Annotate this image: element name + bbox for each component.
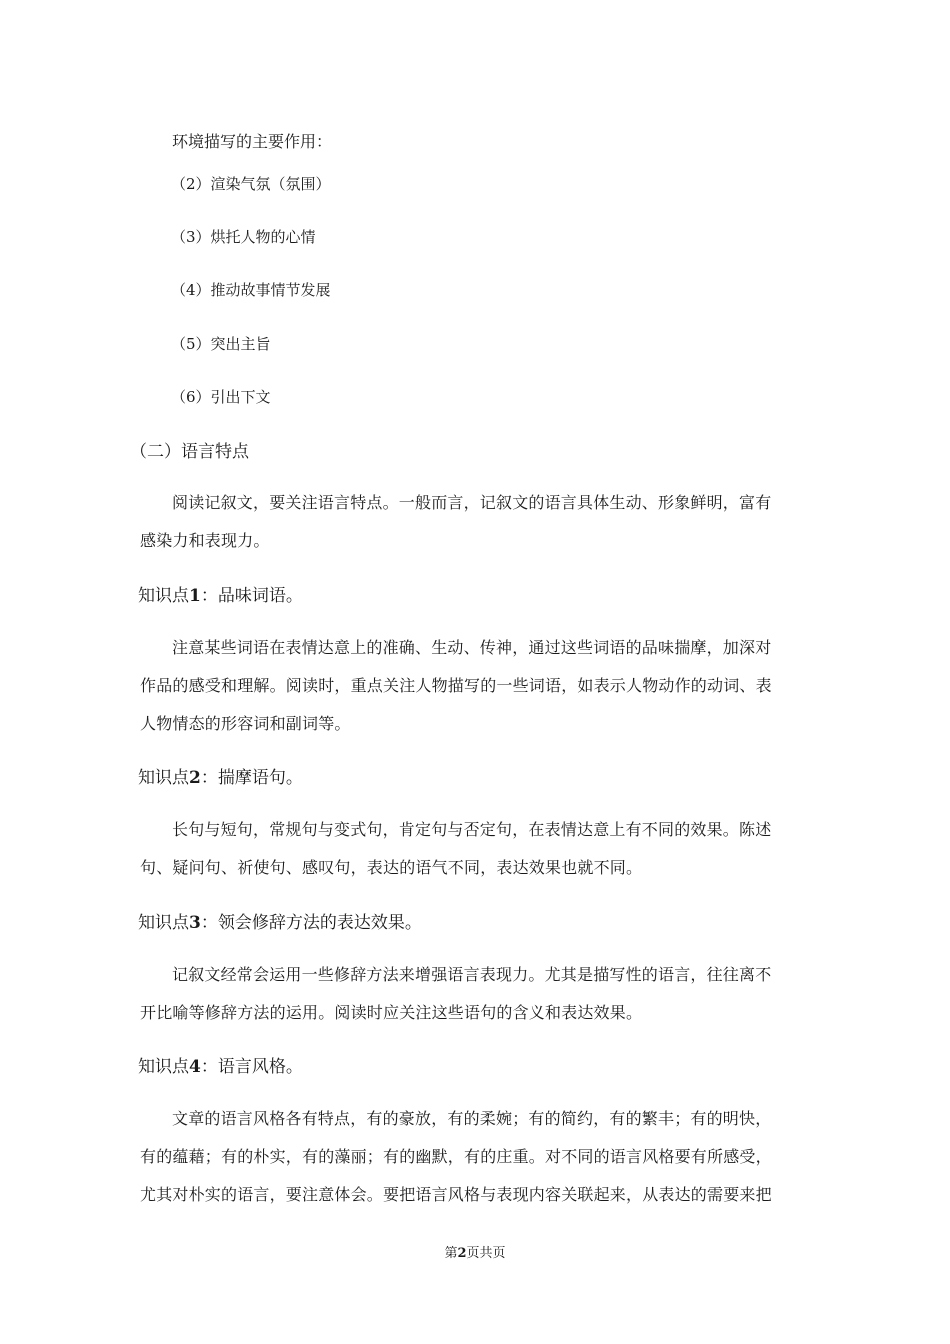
env-item-6: （6）引出下文 <box>171 388 271 406</box>
kp1-para-line-2: 作品的感受和理解。阅读时，重点关注人物描写的一些词语，如表示人物动作的动词、表 <box>140 676 772 695</box>
knowledge-point-3-heading <box>138 913 422 933</box>
kp3-para-line-2: 开比喻等修辞方法的运用。阅读时应关注这些语句的含义和表达效果。 <box>140 1003 643 1022</box>
knowledge-prefix: 知识点 <box>138 1057 189 1077</box>
kp1-para-line-3: 人物情态的形容词和副词等。 <box>140 714 351 733</box>
footer-suffix: 页共页 <box>466 1246 506 1261</box>
intro-para-line-2: 感染力和表现力。 <box>140 531 270 550</box>
kp4-para-line-1: 文章的语言风格各有特点，有的豪放，有的柔婉；有的简约，有的繁丰；有的明快， <box>172 1109 772 1128</box>
knowledge-title: ：语言风格。 <box>200 1057 303 1077</box>
section-heading: （二）语言特点 <box>130 442 249 462</box>
env-item-5: （5）突出主旨 <box>171 335 271 353</box>
knowledge-prefix: 知识点 <box>138 913 189 933</box>
knowledge-point-1-heading <box>138 586 303 606</box>
kp3-para-line-1: 记叙文经常会运用一些修辞方法来增强语言表现力。尤其是描写性的语言，往往离不 <box>172 965 772 984</box>
footer-prefix: 第 <box>444 1246 458 1261</box>
knowledge-prefix: 知识点 <box>138 768 189 788</box>
knowledge-number: 2 <box>189 768 201 788</box>
kp2-para-line-2: 句、疑问句、祈使句、感叹句，表达的语气不同，表达效果也就不同。 <box>140 858 643 877</box>
env-item-3: （3）烘托人物的心情 <box>171 228 316 246</box>
env-intro: 环境描写的主要作用： <box>172 132 333 151</box>
knowledge-number: 1 <box>189 586 201 606</box>
knowledge-prefix: 知识点 <box>138 586 189 606</box>
knowledge-point-2-heading <box>138 768 303 788</box>
page-footer <box>0 1242 950 1261</box>
intro-para-line-1: 阅读记叙文，要关注语言特点。一般而言，记叙文的语言具体生动、形象鲜明，富有 <box>172 493 772 512</box>
kp4-para-line-2: 有的蕴藉；有的朴实，有的藻丽；有的幽默，有的庄重。对不同的语言风格要有所感受， <box>140 1147 772 1166</box>
footer-page-number: 2 <box>457 1246 467 1261</box>
env-item-2: （2）渲染气氛（氛围） <box>171 175 331 193</box>
knowledge-title: ：品味词语。 <box>200 586 303 606</box>
knowledge-title: ：揣摩语句。 <box>200 768 303 788</box>
knowledge-number: 3 <box>189 913 201 933</box>
knowledge-point-4-heading <box>138 1057 303 1077</box>
env-item-4: （4）推动故事情节发展 <box>171 281 331 299</box>
kp1-para-line-1: 注意某些词语在表情达意上的准确、生动、传神，通过这些词语的品味揣摩，加深对 <box>172 638 772 657</box>
kp4-para-line-3: 尤其对朴实的语言，要注意体会。要把语言风格与表现内容关联起来，从表达的需要来把 <box>140 1185 772 1204</box>
knowledge-title: ：领会修辞方法的表达效果。 <box>200 913 422 933</box>
knowledge-number: 4 <box>189 1057 201 1077</box>
kp2-para-line-1: 长句与短句，常规句与变式句，肯定句与否定句，在表情达意上有不同的效果。陈述 <box>172 820 772 839</box>
